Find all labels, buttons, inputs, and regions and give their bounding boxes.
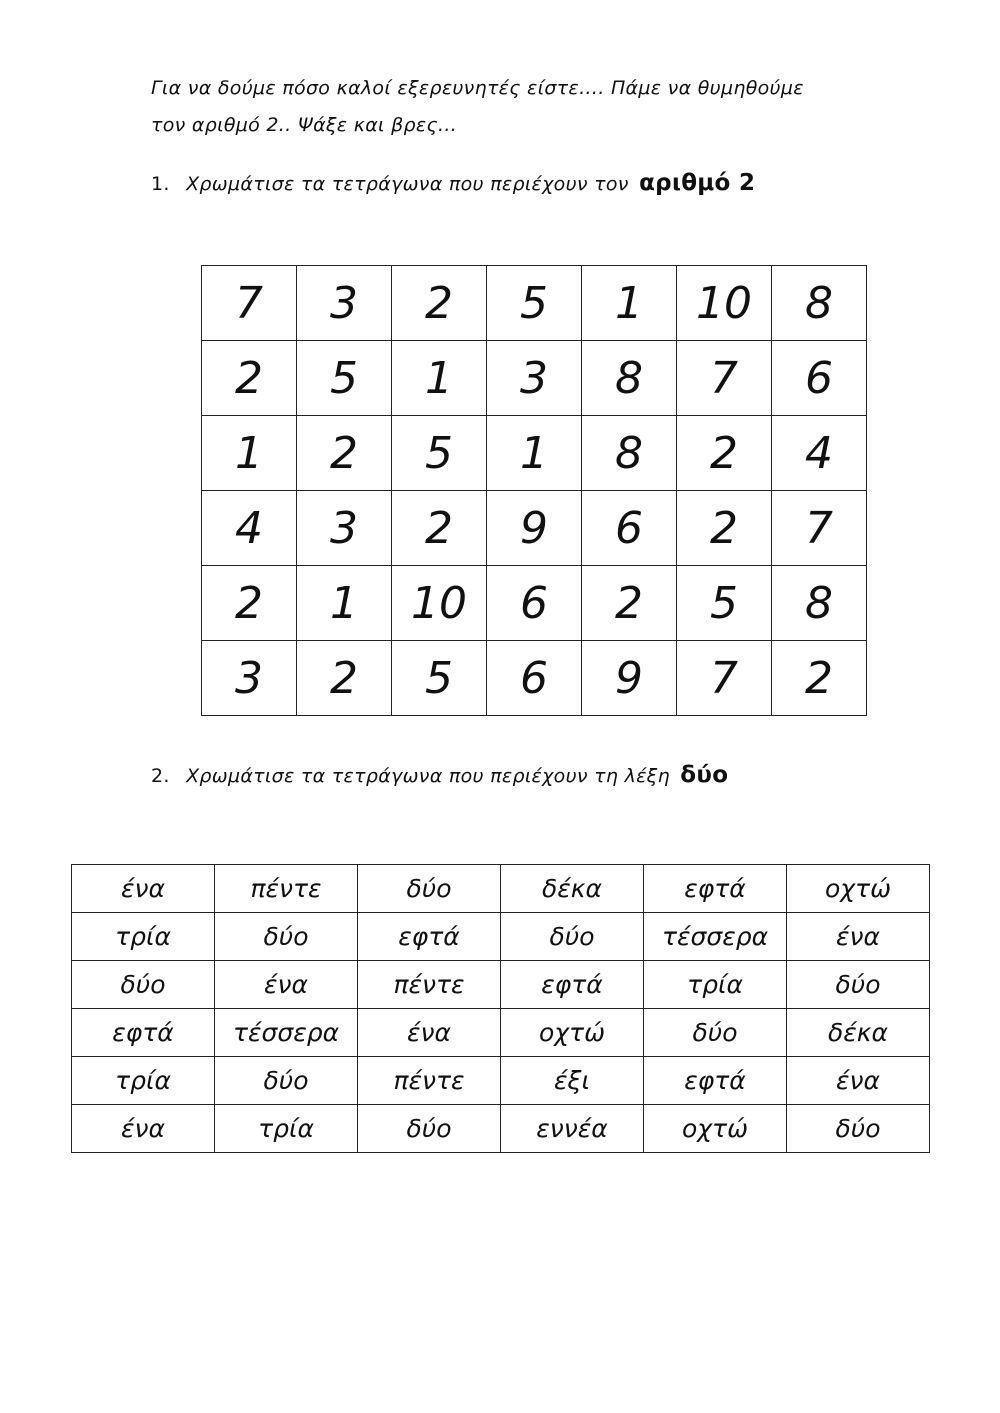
- number-cell[interactable]: 1: [202, 416, 297, 491]
- number-cell[interactable]: 2: [297, 641, 392, 716]
- number-grid-row: [202, 416, 867, 491]
- number-cell[interactable]: 6: [487, 641, 582, 716]
- number-cell[interactable]: 1: [392, 341, 487, 416]
- word-cell[interactable]: τρία: [72, 913, 215, 961]
- word-grid-row: [72, 1009, 930, 1057]
- question-1-number: 1.: [151, 173, 170, 195]
- word-cell[interactable]: εννέα: [501, 1105, 644, 1153]
- number-cell[interactable]: 6: [582, 491, 677, 566]
- word-cell[interactable]: δέκα: [787, 1009, 930, 1057]
- word-cell[interactable]: ένα: [72, 865, 215, 913]
- number-cell[interactable]: 2: [392, 491, 487, 566]
- number-cell[interactable]: 5: [392, 641, 487, 716]
- number-cell[interactable]: 2: [392, 266, 487, 341]
- number-cell[interactable]: 2: [772, 641, 867, 716]
- number-cell[interactable]: 2: [677, 491, 772, 566]
- number-grid-row: [202, 491, 867, 566]
- number-cell[interactable]: 8: [582, 416, 677, 491]
- number-cell[interactable]: 7: [677, 641, 772, 716]
- word-cell[interactable]: οχτώ: [644, 1105, 787, 1153]
- question-2-emphasis: δύο: [680, 762, 729, 788]
- word-cell[interactable]: εφτά: [644, 1057, 787, 1105]
- number-cell[interactable]: 4: [202, 491, 297, 566]
- number-cell[interactable]: 10: [677, 266, 772, 341]
- word-cell[interactable]: έξι: [501, 1057, 644, 1105]
- number-cell[interactable]: 9: [582, 641, 677, 716]
- word-cell[interactable]: δύο: [358, 1105, 501, 1153]
- number-cell[interactable]: 5: [297, 341, 392, 416]
- question-2-number: 2.: [151, 765, 170, 787]
- word-cell[interactable]: εφτά: [72, 1009, 215, 1057]
- word-grid-row: [72, 1057, 930, 1105]
- number-grid-row: [202, 641, 867, 716]
- word-cell[interactable]: τρία: [644, 961, 787, 1009]
- number-cell[interactable]: 7: [677, 341, 772, 416]
- word-cell[interactable]: οχτώ: [787, 865, 930, 913]
- number-cell[interactable]: 8: [772, 266, 867, 341]
- word-cell[interactable]: δύο: [215, 913, 358, 961]
- word-cell[interactable]: ένα: [215, 961, 358, 1009]
- word-cell[interactable]: εφτά: [358, 913, 501, 961]
- intro-line-1: Για να δούμε πόσο καλοί εξερευνητές είστε…. Πάμε να θυμηθούμε: [151, 77, 804, 99]
- intro-line-2: τον αριθμό 2.. Ψάξε και βρες…: [151, 114, 458, 136]
- word-cell[interactable]: τέσσερα: [215, 1009, 358, 1057]
- number-cell[interactable]: 3: [297, 266, 392, 341]
- number-cell[interactable]: 10: [392, 566, 487, 641]
- number-cell[interactable]: 4: [772, 416, 867, 491]
- question-1-text: Χρωμάτισε τα τετράγωνα που περιέχουν τον: [186, 173, 629, 195]
- question-1: [151, 170, 755, 196]
- intro-text: [151, 70, 871, 144]
- number-cell[interactable]: 3: [202, 641, 297, 716]
- number-cell[interactable]: 1: [297, 566, 392, 641]
- number-cell[interactable]: 8: [772, 566, 867, 641]
- number-cell[interactable]: 5: [392, 416, 487, 491]
- word-cell[interactable]: δύο: [215, 1057, 358, 1105]
- word-cell[interactable]: τρία: [215, 1105, 358, 1153]
- number-cell[interactable]: 2: [677, 416, 772, 491]
- number-grid-row: [202, 341, 867, 416]
- number-cell[interactable]: 9: [487, 491, 582, 566]
- number-grid-row: [202, 266, 867, 341]
- word-cell[interactable]: πέντε: [358, 1057, 501, 1105]
- number-cell[interactable]: 2: [582, 566, 677, 641]
- word-cell[interactable]: εφτά: [644, 865, 787, 913]
- number-cell[interactable]: 3: [487, 341, 582, 416]
- number-cell[interactable]: 5: [487, 266, 582, 341]
- number-cell[interactable]: 6: [772, 341, 867, 416]
- number-cell[interactable]: 1: [487, 416, 582, 491]
- word-cell[interactable]: εφτά: [501, 961, 644, 1009]
- question-2-text: Χρωμάτισε τα τετράγωνα που περιέχουν τη λέξη: [186, 765, 670, 787]
- word-cell[interactable]: δύο: [72, 961, 215, 1009]
- word-cell[interactable]: οχτώ: [501, 1009, 644, 1057]
- word-cell[interactable]: δύο: [787, 961, 930, 1009]
- number-cell[interactable]: 2: [297, 416, 392, 491]
- word-cell[interactable]: πέντε: [358, 961, 501, 1009]
- word-grid-row: [72, 1105, 930, 1153]
- word-cell[interactable]: πέντε: [215, 865, 358, 913]
- number-cell[interactable]: 6: [487, 566, 582, 641]
- word-cell[interactable]: τέσσερα: [644, 913, 787, 961]
- number-cell[interactable]: 1: [582, 266, 677, 341]
- number-cell[interactable]: 5: [677, 566, 772, 641]
- number-cell[interactable]: 2: [202, 341, 297, 416]
- word-cell[interactable]: δύο: [358, 865, 501, 913]
- word-cell[interactable]: δέκα: [501, 865, 644, 913]
- word-cell[interactable]: δύο: [644, 1009, 787, 1057]
- number-cell[interactable]: 8: [582, 341, 677, 416]
- word-grid: [71, 864, 930, 1153]
- word-cell[interactable]: ένα: [787, 1057, 930, 1105]
- number-cell[interactable]: 7: [772, 491, 867, 566]
- number-cell[interactable]: 2: [202, 566, 297, 641]
- word-grid-row: [72, 913, 930, 961]
- word-cell[interactable]: δύο: [787, 1105, 930, 1153]
- word-cell[interactable]: δύο: [501, 913, 644, 961]
- word-cell[interactable]: ένα: [787, 913, 930, 961]
- word-cell[interactable]: ένα: [358, 1009, 501, 1057]
- question-2: [151, 762, 728, 788]
- word-grid-row: [72, 865, 930, 913]
- question-1-emphasis: αριθμό 2: [639, 170, 756, 196]
- word-cell[interactable]: ένα: [72, 1105, 215, 1153]
- number-cell[interactable]: 3: [297, 491, 392, 566]
- number-cell[interactable]: 7: [202, 266, 297, 341]
- number-grid-row: [202, 566, 867, 641]
- word-cell[interactable]: τρία: [72, 1057, 215, 1105]
- number-grid: [201, 265, 867, 716]
- word-grid-row: [72, 961, 930, 1009]
